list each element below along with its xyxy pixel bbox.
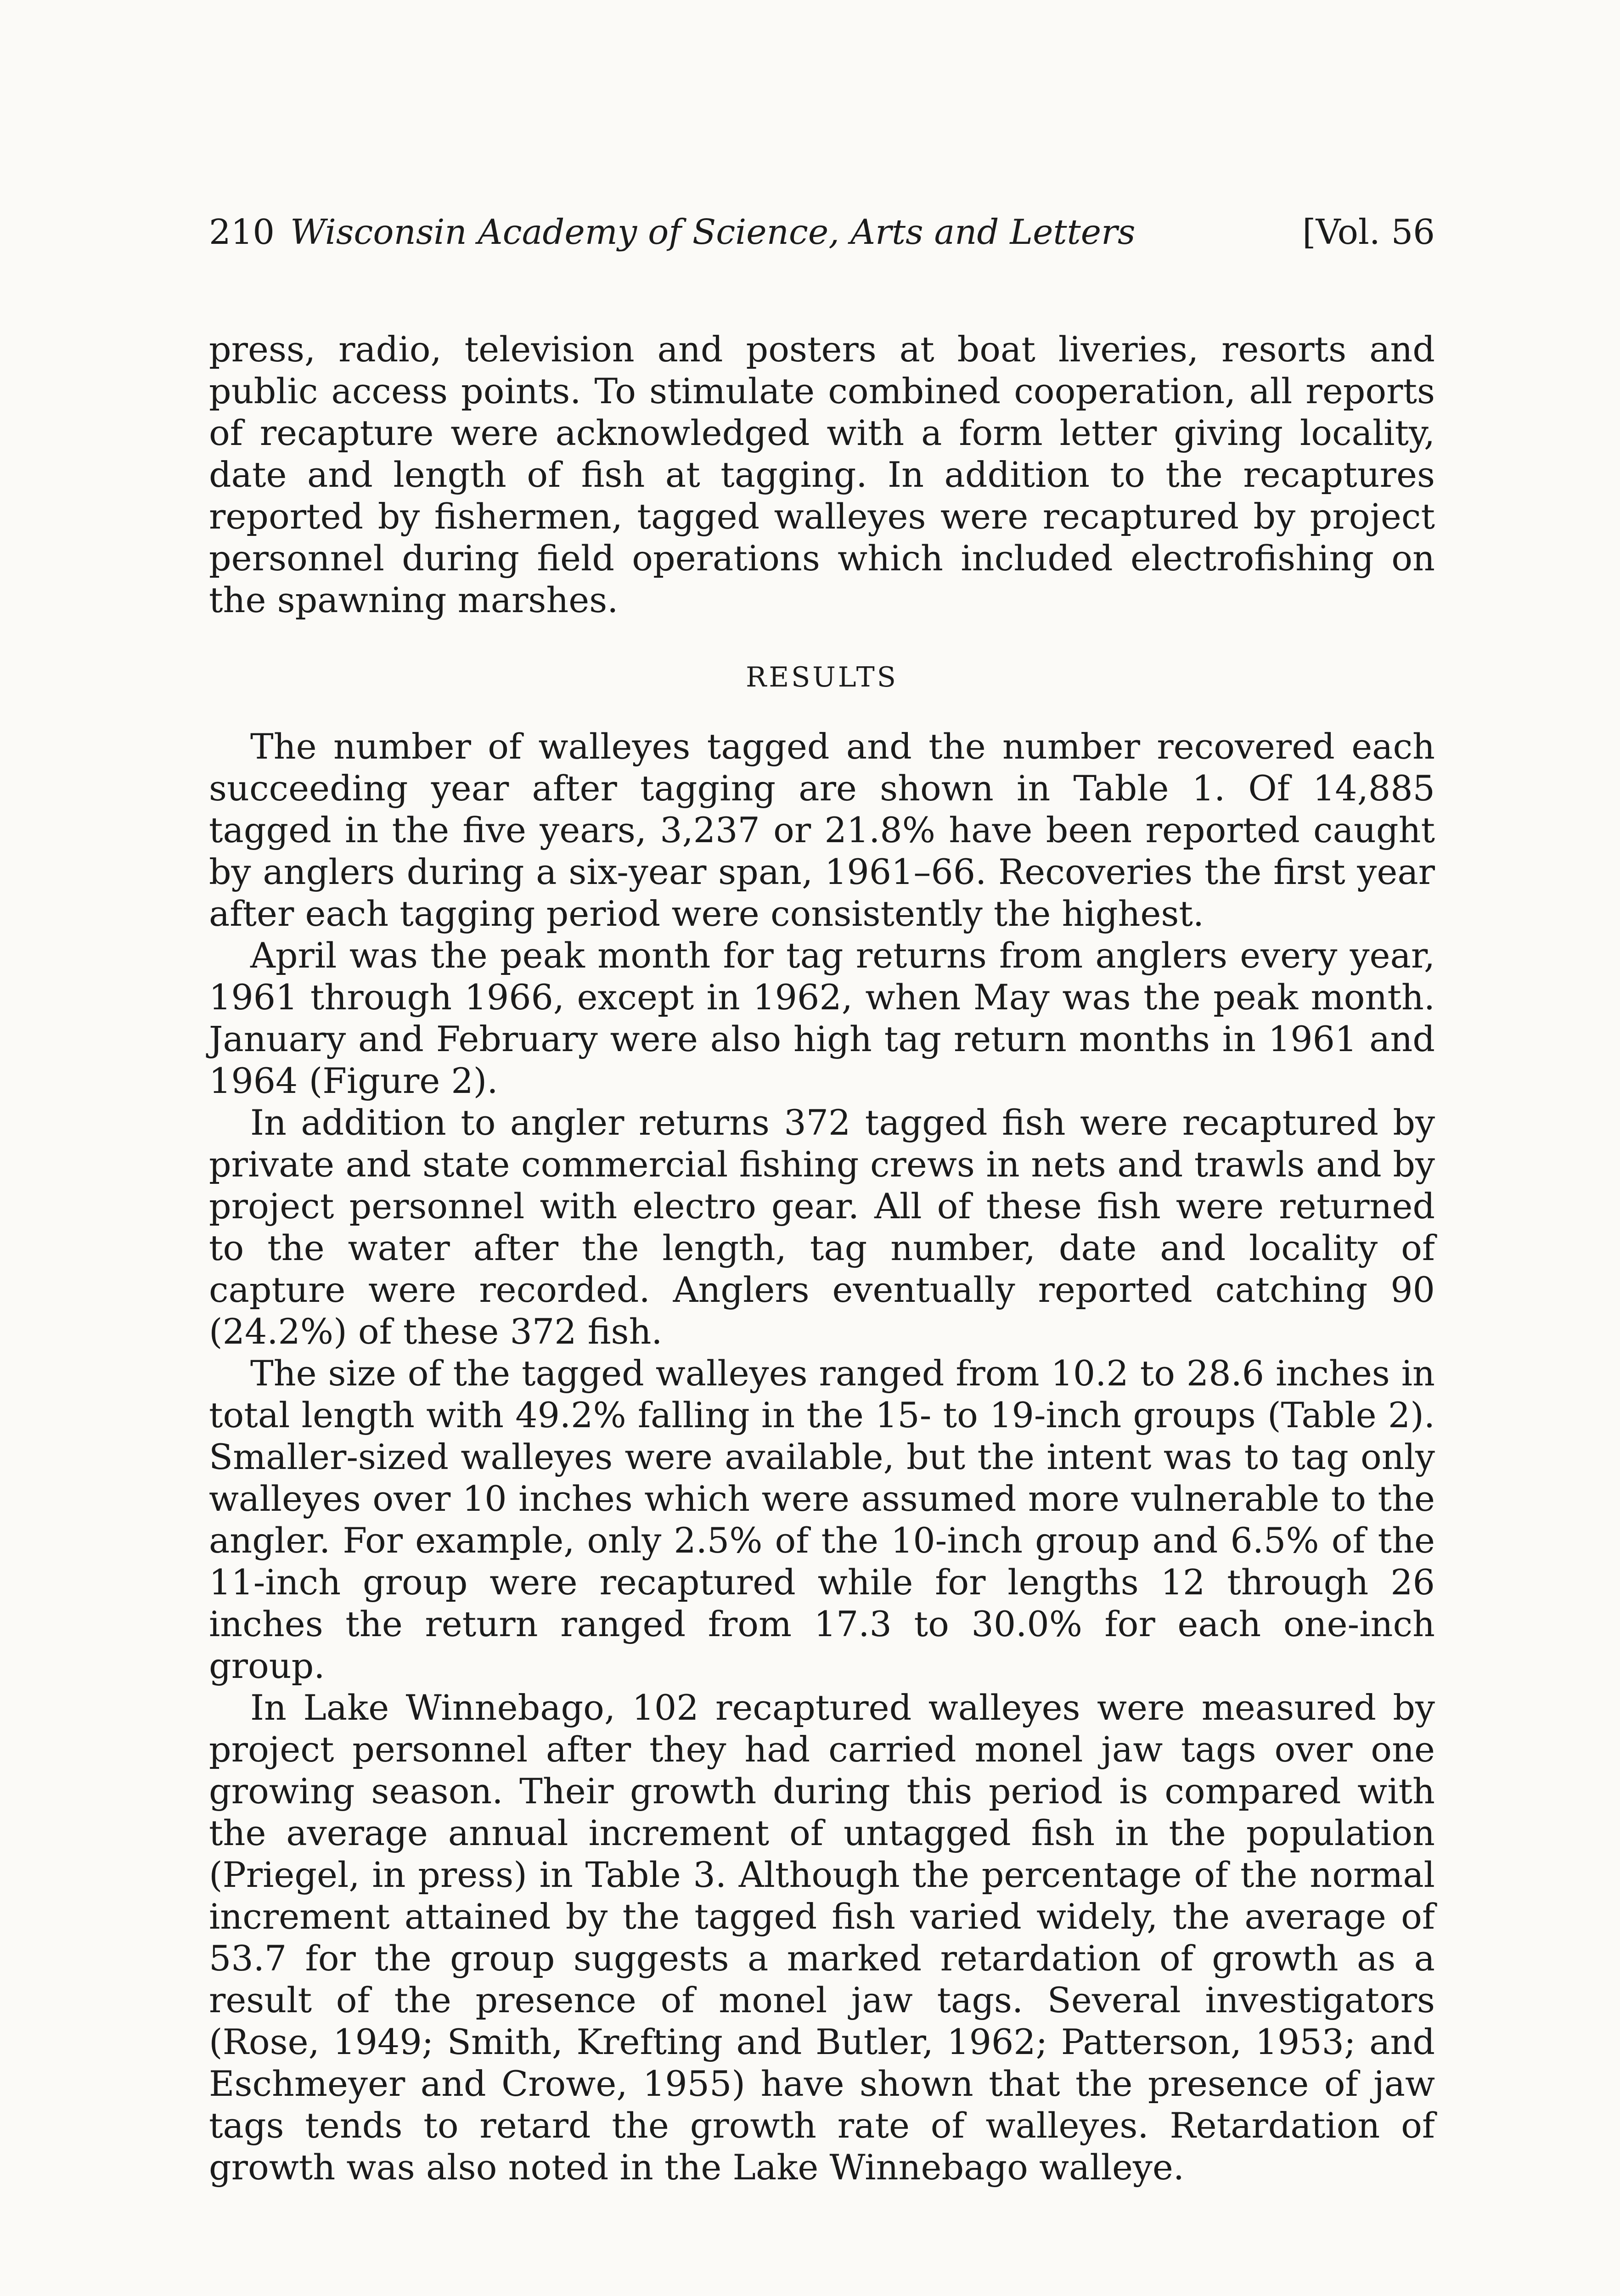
- running-header: [209, 209, 1435, 255]
- journal-title: Wisconsin Academy of Science, Arts and Letters: [290, 212, 1136, 252]
- volume-number: [Vol. 56: [1302, 212, 1435, 252]
- paragraph-4: The size of the tagged walleyes ranged from 10.2 to 28.6 inches in total length with 49.2% falling in the 15- to 19-inch groups (Table 2). Smaller-sized walleyes were available, but the intent was to tag only walleyes over 10 inches which were assumed more vulnerable to the angler. For example, only 2.5% of the 10-inch group and 6.5% of the 11-inch group were recaptured while for lengths 12 through 26 inches the return ranged from 17.3 to 30.0% for each one-inch group.: [209, 1353, 1435, 1686]
- document-page: [209, 209, 1435, 2188]
- paragraph-5: In Lake Winnebago, 102 recaptured walleyes were measured by project personnel after they had carried monel jaw tags over one growing season. Their growth during this period is compared with the average annual increment of untagged fish in the population (Priegel, in press) in Table 3. Although the percentage of the normal increment attained by the tagged fish varied widely, the average of 53.7 for the group suggests a marked retardation of growth as a result of the presence of monel jaw tags. Several investigators (Rose, 1949; Smith, Krefting and Butler, 1962; Patterson, 1953; and Eschmeyer and Crowe, 1955) have shown that the presence of jaw tags tends to retard the growth rate of walleyes. Retardation of growth was also noted in the Lake Winnebago walleye.: [209, 1687, 1435, 2188]
- paragraph-2: April was the peak month for tag returns from anglers every year, 1961 through 1966, except in 1962, when May was the peak month. January and February were also high tag return months in 1961 and 1964 (Figure 2).: [209, 935, 1435, 1101]
- page-number: 210: [209, 212, 275, 252]
- paragraph-continued: press, radio, television and posters at boat liveries, resorts and public access points. To stimulate combined cooperation, all reports of recapture were acknowledged with a form letter giving locality, date and length of fish at tagging. In addition to the recaptures reported by fishermen, tagged walleyes were recaptured by project personnel during field operations which included electrofishing on the spawning marshes.: [209, 329, 1435, 620]
- section-heading-results: RESULTS: [746, 661, 898, 693]
- paragraph-1: The number of walleyes tagged and the number recovered each succeeding year after tagging are shown in Table 1. Of 14,885 tagged in the five years, 3,237 or 21.8% have been reported caught by anglers during a six-year span, 1961–66. Recoveries the first year after each tagging period were consistently the highest.: [209, 726, 1435, 934]
- paragraph-3: In addition to angler returns 372 tagged fish were recaptured by private and state commercial fishing crews in nets and trawls and by project personnel with electro gear. All of these fish were returned to the water after the length, tag number, date and locality of capture were recorded. Anglers eventually reported catching 90 (24.2%) of these 372 fish.: [209, 1102, 1435, 1352]
